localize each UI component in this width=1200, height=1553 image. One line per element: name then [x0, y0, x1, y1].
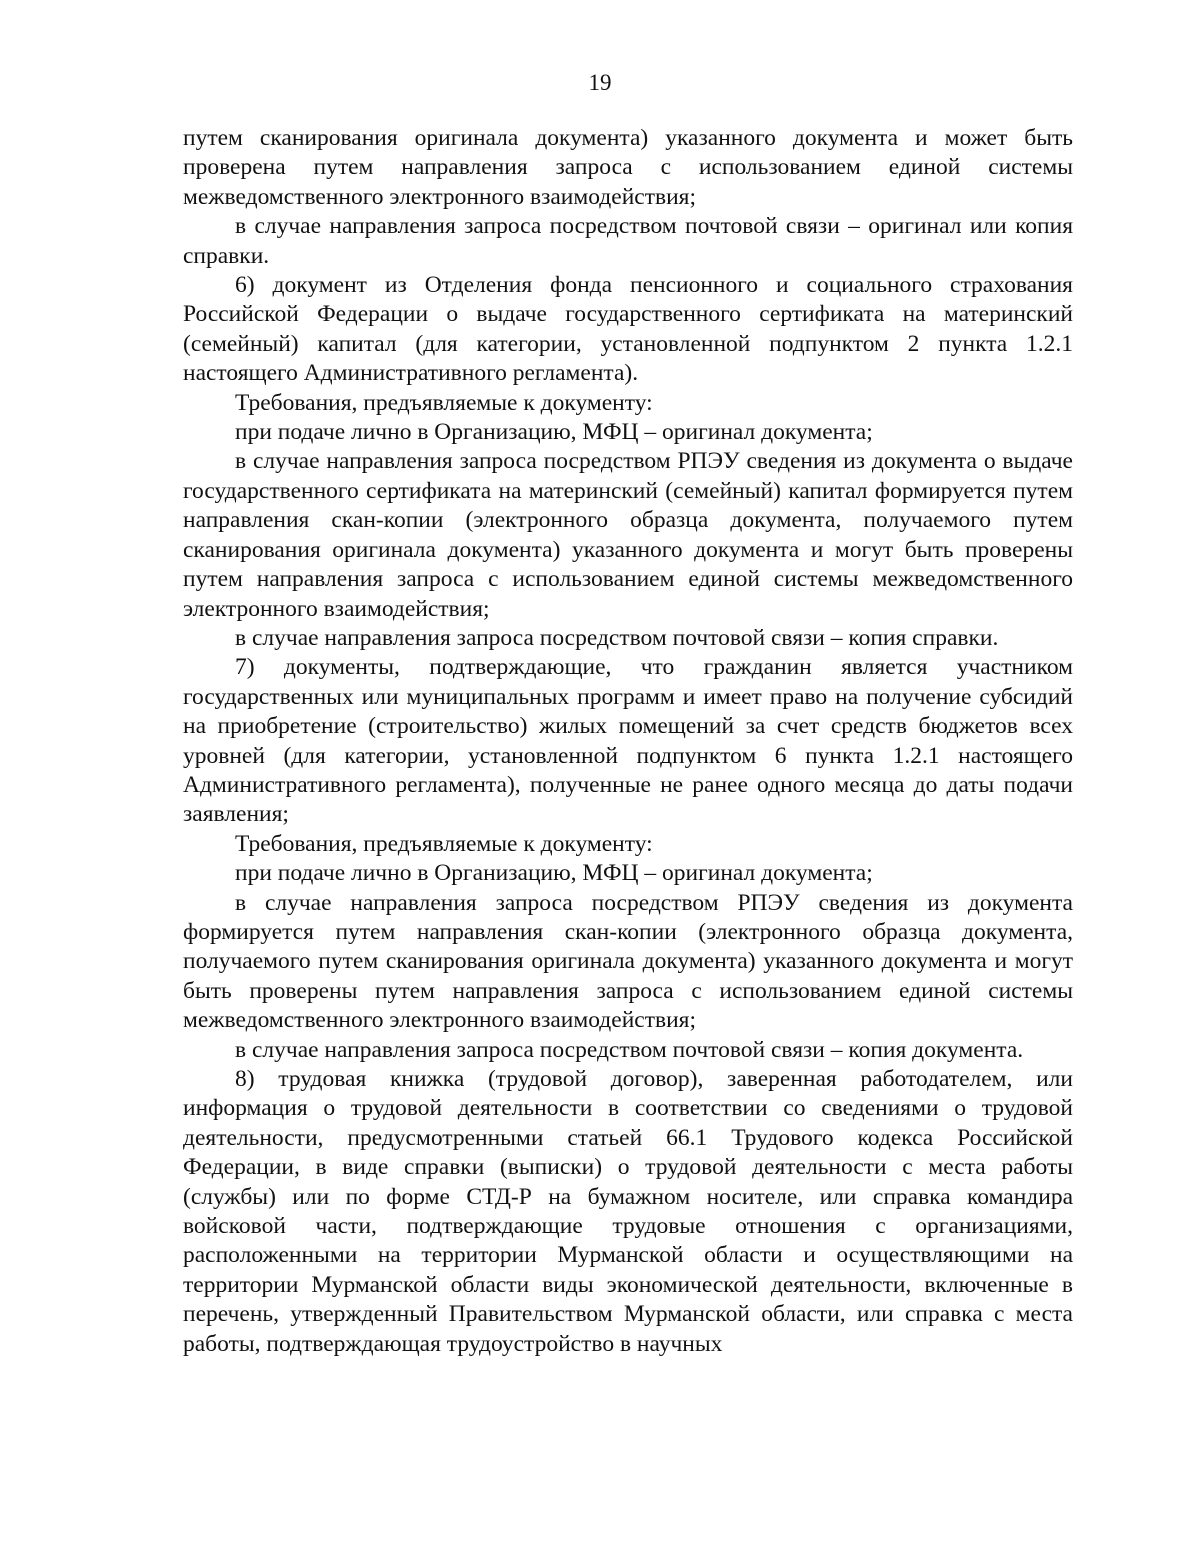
- paragraph: 7) документы, подтверждающие, что гражданин является участником государственных или муниципальных программ и имеет право на получение субсидий на приобретение (строительство) жилых помещений за счет средств бюджетов всех уровней (для категории, установленной подпунктом 6 пункта 1.2.1 настоящего Административного регламента), полученные не ранее одного месяца до даты подачи заявления;: [183, 654, 1073, 828]
- paragraph: в случае направления запроса посредством почтовой связи – копия документа.: [235, 1036, 1024, 1063]
- paragraph: Требования, предъявляемые к документу:: [235, 389, 653, 416]
- paragraph: в случае направления запроса посредством почтовой связи – оригинал или копия справки.: [183, 213, 1073, 269]
- page-number: 19: [588, 70, 612, 95]
- paragraph: 8) трудовая книжка (трудовой договор), заверенная работодателем, или информация о трудовой деятельности в соответствии со сведениями о трудовой деятельности, предусмотренными статьей 66.1 Трудового кодекса Российской Федерации, в виде справки (выписки) о трудовой деятельности с места работы (службы) или по форме СТД-Р на бумажном носителе, или справка командира войсковой части, подтверждающие трудовые отношения с организациями, расположенными на территории Мурманской области и осуществляющими на территории Мурманской области виды экономической деятельности, включенные в перечень, утвержденный Правительством Мурманской области, или справка с места работы, подтверждающая трудоустройство в научных: [183, 1066, 1073, 1357]
- paragraph: Требования, предъявляемые к документу:: [235, 830, 653, 857]
- document-body: [183, 124, 1073, 1359]
- paragraph: в случае направления запроса посредством РПЭУ сведения из документа формируется путем направления скан-копии (электронного образца документа, получаемого путем сканирования оригинала документа) указанного документа и могут быть проверены путем направления запроса с использованием единой системы межведомственного электронного взаимодействия;: [183, 889, 1073, 1034]
- paragraph: путем сканирования оригинала документа) указанного документа и может быть проверена путем направления запроса с использованием единой системы межведомственного электронного взаимодействия;: [183, 125, 1073, 210]
- paragraph: в случае направления запроса посредством РПЭУ сведения из документа о выдаче государственного сертификата на материнский (семейный) капитал формируется путем направления скан-копии (электронного образца документа, получаемого путем сканирования оригинала документа) указанного документа и могут быть проверены путем направления запроса с использованием единой системы межведомственного электронного взаимодействия;: [183, 448, 1073, 622]
- paragraph: при подаче лично в Организацию, МФЦ – оригинал документа;: [235, 860, 873, 887]
- paragraph: в случае направления запроса посредством почтовой связи – копия справки.: [235, 624, 999, 651]
- paragraph: 6) документ из Отделения фонда пенсионного и социального страхования Российской Федерации о выдаче государственного сертификата на материнский (семейный) капитал (для категории, установленной подпунктом 2 пункта 1.2.1 настоящего Административного регламента).: [183, 272, 1073, 387]
- paragraph: при подаче лично в Организацию, МФЦ – оригинал документа;: [235, 419, 873, 446]
